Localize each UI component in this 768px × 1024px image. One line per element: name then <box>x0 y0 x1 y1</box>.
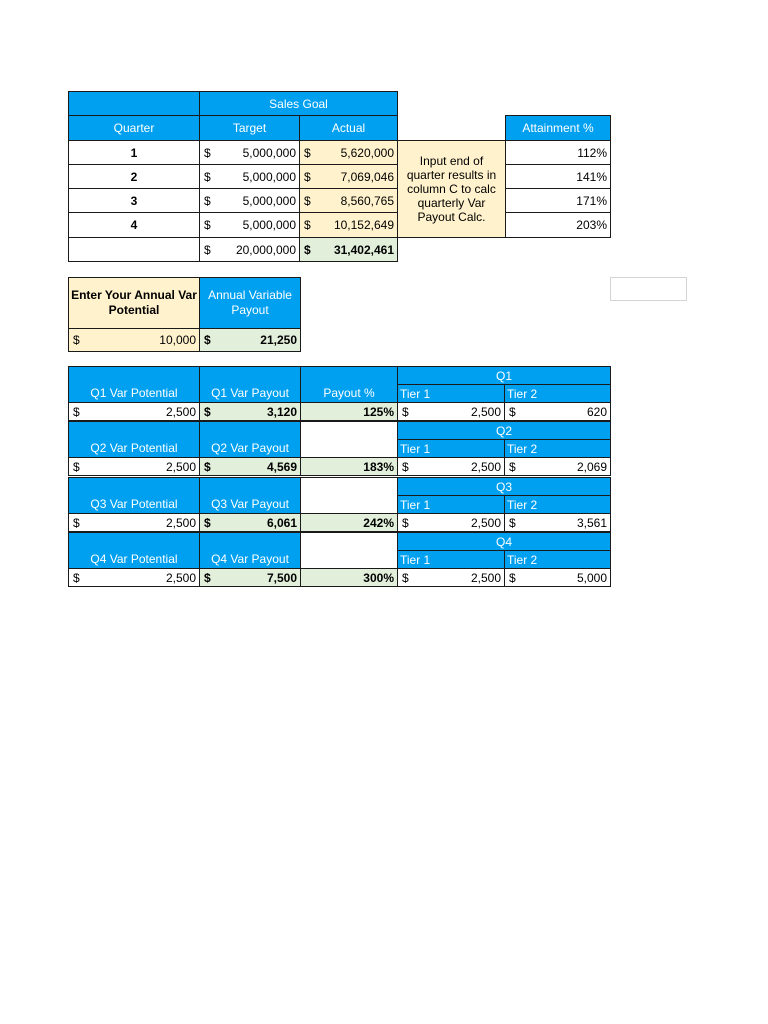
quarter-var-payout-cell[interactable] <box>199 568 301 587</box>
quarter-cell[interactable]: 4 <box>68 212 200 238</box>
payout-pct-value: 183% <box>363 459 394 474</box>
attainment-cell[interactable] <box>505 140 611 165</box>
target-cell[interactable] <box>199 188 300 213</box>
tier2-value: 3,561 <box>576 515 607 530</box>
currency-symbol: $ <box>509 570 516 585</box>
currency-symbol: $ <box>204 459 211 474</box>
actual-value: 8,560,765 <box>340 193 394 208</box>
tier1-value: 2,500 <box>470 515 501 530</box>
tier2-cell[interactable] <box>504 457 611 476</box>
target-value: 5,000,000 <box>242 218 296 232</box>
total-label-cell[interactable] <box>68 237 200 262</box>
quarter-var-payout-value: 6,061 <box>266 515 297 530</box>
quarter-var-payout-cell[interactable] <box>199 457 301 476</box>
target-value: 5,000,000 <box>242 145 296 160</box>
currency-symbol: $ <box>509 515 516 530</box>
tier1-cell[interactable] <box>397 568 505 587</box>
tier1-value: 2,500 <box>470 570 501 585</box>
attainment-value: 171% <box>576 193 607 208</box>
quarter-var-payout-value: 3,120 <box>266 404 297 419</box>
quarter-var-payout-value: 4,569 <box>266 459 297 474</box>
quarter-var-payout-cell[interactable] <box>199 402 301 421</box>
actual-value: 5,620,000 <box>340 145 394 160</box>
quarter-var-payout-header: Q3 Var Payout <box>199 494 301 514</box>
target-header: Target <box>199 115 300 141</box>
payout-pct-value: 242% <box>363 515 394 530</box>
actual-input-cell[interactable] <box>299 140 398 165</box>
quarter-var-potential-cell[interactable] <box>68 513 200 532</box>
total-target-cell[interactable] <box>199 237 300 262</box>
quarter-label: Q3 <box>397 477 611 496</box>
payout-pct-header: Payout % <box>300 383 398 403</box>
target-cell[interactable] <box>199 140 300 165</box>
currency-symbol: $ <box>73 515 80 530</box>
attainment-header: Attainment % <box>505 115 611 141</box>
currency-symbol: $ <box>204 218 211 232</box>
currency-symbol: $ <box>204 242 211 257</box>
total-actual-value: 31,402,461 <box>333 242 394 257</box>
payout-pct-blank <box>300 532 398 569</box>
currency-symbol: $ <box>509 404 516 419</box>
target-cell[interactable] <box>199 164 300 189</box>
tier1-value: 2,500 <box>470 404 501 419</box>
quarter-var-potential-value: 2,500 <box>165 459 196 474</box>
tier1-cell[interactable] <box>397 457 505 476</box>
quarter-var-payout-value: 7,500 <box>266 570 297 585</box>
actual-input-cell[interactable] <box>299 188 398 213</box>
total-actual-cell[interactable] <box>299 237 398 262</box>
tier2-value: 5,000 <box>576 570 607 585</box>
payout-pct-blank <box>300 477 398 514</box>
target-value: 5,000,000 <box>242 193 296 208</box>
currency-symbol: $ <box>402 515 409 530</box>
actual-value: 7,069,046 <box>340 169 394 184</box>
currency-symbol: $ <box>204 193 211 208</box>
currency-symbol: $ <box>204 333 211 347</box>
quarter-cell[interactable]: 2 <box>68 164 200 189</box>
currency-symbol: $ <box>304 218 311 232</box>
tier2-value: 2,069 <box>576 459 607 474</box>
quarter-cell[interactable]: 1 <box>68 140 200 165</box>
payout-pct-cell[interactable] <box>300 457 398 476</box>
quarter-var-potential-cell[interactable] <box>68 457 200 476</box>
payout-pct-value: 125% <box>363 404 394 419</box>
attainment-value: 112% <box>577 145 607 160</box>
sales-goal-header: Sales Goal <box>199 91 398 116</box>
quarter-var-potential-header: Q2 Var Potential <box>68 438 200 458</box>
currency-symbol: $ <box>73 459 80 474</box>
currency-symbol: $ <box>73 333 80 347</box>
total-target-value: 20,000,000 <box>235 242 296 257</box>
attainment-value: 141% <box>576 169 607 184</box>
currency-symbol: $ <box>402 404 409 419</box>
target-cell[interactable] <box>199 212 300 238</box>
quarter-header: Quarter <box>68 115 200 141</box>
payout-pct-cell[interactable] <box>300 402 398 421</box>
quarter-var-payout-cell[interactable] <box>199 513 301 532</box>
attainment-cell[interactable] <box>505 188 611 213</box>
quarter-var-potential-value: 2,500 <box>165 404 196 419</box>
tier2-cell[interactable] <box>504 568 611 587</box>
tier1-cell[interactable] <box>397 513 505 532</box>
annual-payout-label: Annual Variable Payout <box>199 277 301 329</box>
annual-potential-input[interactable] <box>68 328 200 352</box>
quarter-var-potential-header: Q1 Var Potential <box>68 383 200 403</box>
quarter-var-potential-cell[interactable] <box>68 568 200 587</box>
tier1-header: Tier 1 <box>397 384 505 403</box>
tier2-header: Tier 2 <box>504 439 611 458</box>
header-blank-cell <box>68 91 200 116</box>
currency-symbol: $ <box>509 459 516 474</box>
tier2-value: 620 <box>586 404 607 419</box>
empty-cell-outline[interactable] <box>610 277 687 301</box>
annual-payout-value: 21,250 <box>260 333 297 347</box>
actual-header: Actual <box>299 115 398 141</box>
currency-symbol: $ <box>402 570 409 585</box>
tier1-header: Tier 1 <box>397 495 505 514</box>
payout-pct-cell[interactable] <box>300 513 398 532</box>
quarter-var-payout-header: Q2 Var Payout <box>199 438 301 458</box>
quarter-label: Q1 <box>397 366 611 385</box>
quarter-var-potential-value: 2,500 <box>165 515 196 530</box>
target-value: 5,000,000 <box>242 169 296 184</box>
quarter-var-potential-header: Q3 Var Potential <box>68 494 200 514</box>
currency-symbol: $ <box>304 169 311 184</box>
actual-input-cell[interactable] <box>299 212 398 238</box>
tier2-header: Tier 2 <box>504 495 611 514</box>
tier2-cell[interactable] <box>504 402 611 421</box>
currency-symbol: $ <box>304 193 311 208</box>
tier2-header: Tier 2 <box>504 384 611 403</box>
currency-symbol: $ <box>304 145 311 160</box>
payout-pct-blank <box>300 421 398 458</box>
attainment-cell[interactable] <box>505 212 611 238</box>
quarter-label: Q4 <box>397 532 611 551</box>
quarter-var-payout-header: Q1 Var Payout <box>199 383 301 403</box>
annual-payout-cell[interactable] <box>199 328 301 352</box>
quarter-label: Q2 <box>397 421 611 440</box>
currency-symbol: $ <box>204 570 211 585</box>
quarter-var-potential-header: Q4 Var Potential <box>68 549 200 569</box>
annual-potential-value: 10,000 <box>159 333 196 347</box>
currency-symbol: $ <box>73 404 80 419</box>
quarter-var-potential-cell[interactable] <box>68 402 200 421</box>
currency-symbol: $ <box>204 404 211 419</box>
tier2-header: Tier 2 <box>504 550 611 569</box>
quarter-var-potential-value: 2,500 <box>165 570 196 585</box>
tier1-value: 2,500 <box>470 459 501 474</box>
currency-symbol: $ <box>304 242 311 257</box>
currency-symbol: $ <box>73 570 80 585</box>
currency-symbol: $ <box>402 459 409 474</box>
actual-value: 10,152,649 <box>333 218 394 232</box>
actual-input-cell[interactable] <box>299 164 398 189</box>
tier1-cell[interactable] <box>397 402 505 421</box>
tier1-header: Tier 1 <box>397 550 505 569</box>
instruction-note: Input end of quarter results in column C to calc quarterly Var Payout Calc. <box>397 140 506 238</box>
currency-symbol: $ <box>204 169 211 184</box>
tier1-header: Tier 1 <box>397 439 505 458</box>
quarter-var-payout-header: Q4 Var Payout <box>199 549 301 569</box>
currency-symbol: $ <box>204 515 211 530</box>
annual-potential-label: Enter Your Annual Var Potential <box>68 277 200 329</box>
attainment-value: 203% <box>576 218 607 232</box>
quarter-cell[interactable]: 3 <box>68 188 200 213</box>
payout-pct-cell[interactable] <box>300 568 398 587</box>
attainment-cell[interactable] <box>505 164 611 189</box>
tier2-cell[interactable] <box>504 513 611 532</box>
currency-symbol: $ <box>204 145 211 160</box>
payout-pct-value: 300% <box>363 570 394 585</box>
